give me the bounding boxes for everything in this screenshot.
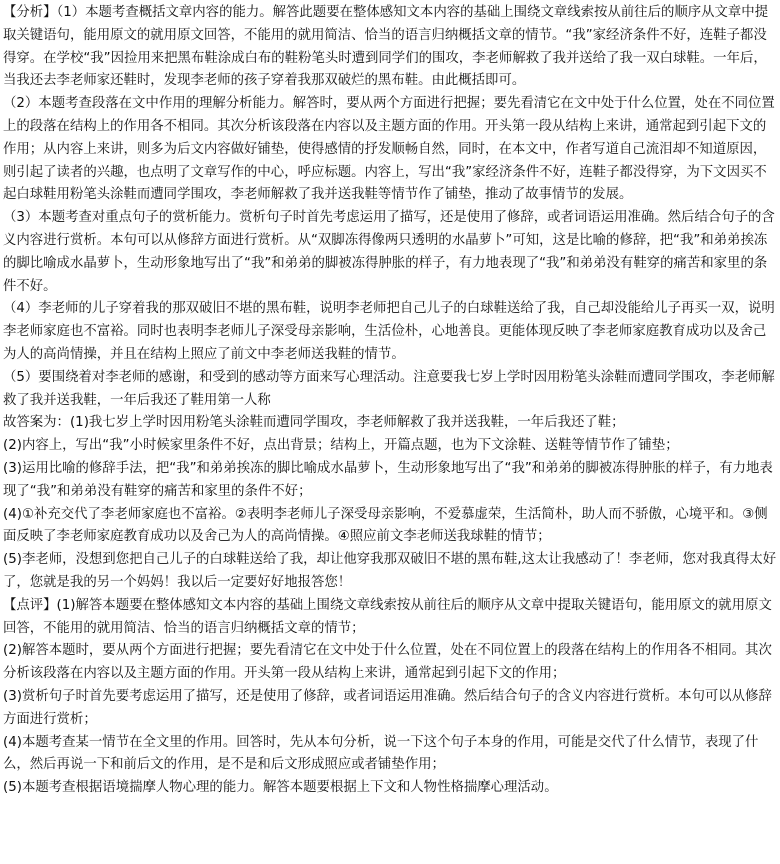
comment-3: (3)赏析句子时首先要考虑运用了描写，还是使用了修辞，或者词语运用准确。然后结合句子的含义内容进行赏析。本句可以从修辞方面进行赏析； xyxy=(3,688,772,727)
answer-intro: 故答案为：(1)我七岁上学时因用粉笔头涂鞋而遭同学围攻，李老师解救了我并送我鞋，一年后我还了鞋； xyxy=(3,415,625,431)
answer-4: (4)①补充交代了李老师家庭也不富裕。②表明李老师儿子深受母亲影响，不爱慕虚荣，生活简朴，助人而不骄傲，心境平和。③侧面反映了李老师家庭教育成功以及舍己为人的高尚情操。④照应前文李老师送我球鞋的情节； xyxy=(3,506,768,545)
analysis-part-2: （2）本题考查段落在文中作用的理解分析能力。解答时，要从两个方面进行把握；要先看清它在文中处于什么位置，处在不同位置上的段落在结构上的作用各不相同。其次分析该段落在内容以及主题方面的作用。开头第一段从结构上来讲，通常起到引起下文的作用；从内容上来讲，则多为后文内容做好铺垫，使得感情的抒发顺畅自然，同时，在本文中，作者写道自己流泪却不知道原因，则引起了读者的兴趣，也点明了文章写作的中心，呼应标题。内容上，写出“我”家经济条件不好，连鞋子都没得穿，为下文因买不起白球鞋用粉笔头涂鞋而遭同学围攻，李老师解救了我并送我鞋等情节作了铺垫，推动了故事情节的发展。 xyxy=(3,96,775,203)
analysis-part-4: （4）李老师的儿子穿着我的那双破旧不堪的黑布鞋，说明李老师把自己儿子的白球鞋送给了我，自己却没能给儿子再买一双，说明李老师家庭也不富裕。同时也表明李老师儿子深受母亲影响，生活俭朴，心地善良。更能体现反映了李老师家庭教育成功以及舍己为人的高尚情操，并且在结构上照应了前文中李老师送我鞋的情节。 xyxy=(3,301,775,362)
analysis-part-3: （3）本题考查对重点句子的赏析能力。赏析句子时首先考虑运用了描写，还是使用了修辞，或者词语运用准确。然后结合句子的含义内容进行赏析。本句可以从修辞方面进行赏析。从“双脚冻得像两只透明的水晶萝卜”可知，这是比喻的修辞，把“我”和弟弟挨冻的脚比喻成水晶萝卜，生动形象地写出了“我”和弟弟的脚被冻得肿胀的样子，有力地表现了“我”和弟弟没有鞋穿的痛苦和家里的条件不好。 xyxy=(3,210,775,294)
comment-5: (5)本题考查根据语境揣摩人物心理的能力。解答本题要根据上下文和人物性格揣摩心理活动。 xyxy=(3,780,558,796)
comment-1: 【点评】(1)解答本题要在整体感知文本内容的基础上围绕文章线索按从前往后的顺序从文章中提取关键语句，能用原文的就用原文回答，不能用的就用简洁、恰当的语言归纳概括文章的情节； xyxy=(3,597,772,636)
answer-3: (3)运用比喻的修辞手法，把“我”和弟弟挨冻的脚比喻成水晶萝卜，生动形象地写出了“我”和弟弟的脚被冻得肿胀的样子，有力地表现了“我”和弟弟没有鞋穿的痛苦和家里的条件不好； xyxy=(3,460,773,499)
analysis-part-5: （5）要围绕着对李老师的感谢，和受到的感动等方面来写心理活动。注意要我七岁上学时因用粉笔头涂鞋而遭同学围攻，李老师解救了我并送我鞋，一年后我还了鞋用第一人称 xyxy=(3,369,775,408)
comment-2: (2)解答本题时，要从两个方面进行把握；要先看清它在文中处于什么位置，处在不同位置上的段落在结构上的作用各不相同。其次分析该段落在内容以及主题方面的作用。开头第一段从结构上来讲，通常起到引起下文的作用； xyxy=(3,643,772,682)
comment-4: (4)本题考查某一情节在全文里的作用。回答时，先从本句分析，说一下这个句子本身的作用，可能是交代了什么情节，表现了什么，然后再说一下和前后文的作用，是不是和后文形成照应或者铺垫作用； xyxy=(3,734,759,773)
answer-5: (5)李老师，没想到您把自己儿子的白球鞋送给了我，却让他穿我那双破旧不堪的黑布鞋,这太让我感动了！李老师，您对我真得太好了，您就是我的另一个妈妈！我以后一定要好好地报答您！ xyxy=(3,552,777,590)
answer-2: (2)内容上，写出“我”小时候家里条件不好，点出背景；结构上，开篇点题，也为下文涂鞋、送鞋等情节作了铺垫； xyxy=(3,438,679,454)
analysis-part-1: 【分析】（1）本题考查概括文章内容的能力。解答此题要在整体感知文本内容的基础上围绕文章线索按从前往后的顺序从文章中提取关键语句，能用原文的就用原文回答，不能用的就用简洁、恰当的语言归纳概括文章的情节。“我”家经济条件不好，连鞋子都没得穿。在学校“我”因捡用来把黑布鞋涂成白布的鞋粉笔头时遭到同学们的围攻，李老师解救了我并送给了我一双白球鞋。一年后，当我还去李老师家还鞋时，发现李老师的孩子穿着我那双破烂的黑布鞋。由此概括即可。 xyxy=(3,5,769,89)
